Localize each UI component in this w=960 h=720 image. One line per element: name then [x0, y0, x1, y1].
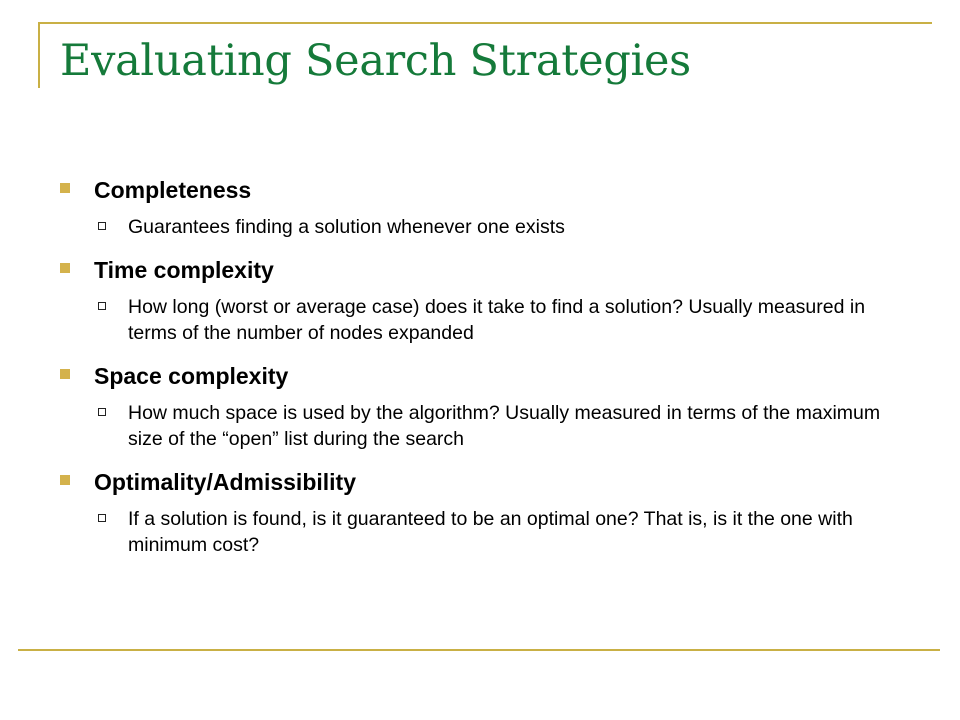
- bullet-heading: Time complexity: [94, 257, 274, 283]
- bullet-heading-row: [58, 170, 918, 210]
- bullet-list: [58, 170, 918, 568]
- sub-bullet-row: [58, 214, 918, 240]
- square-bullet-icon: [60, 183, 70, 193]
- list-item: [58, 462, 918, 558]
- square-bullet-icon: [60, 263, 70, 273]
- list-item: [58, 356, 918, 452]
- bullet-heading: Space complexity: [94, 363, 289, 389]
- hollow-square-bullet-icon: [98, 222, 106, 230]
- sub-bullet-row: [58, 506, 918, 558]
- bullet-heading-row: [58, 462, 918, 502]
- sub-bullet-text: If a solution is found, is it guaranteed to be an optimal one? That is, is it the one with minimum cost?: [128, 508, 853, 556]
- bullet-heading-row: [58, 356, 918, 396]
- hollow-square-bullet-icon: [98, 514, 106, 522]
- bullet-heading: Completeness: [94, 177, 252, 203]
- left-divider: [38, 22, 40, 88]
- sub-bullet-text: Guarantees finding a solution whenever one exists: [128, 216, 565, 238]
- bottom-divider: [18, 649, 940, 651]
- bullet-heading: Optimality/Admissibility: [94, 469, 356, 495]
- hollow-square-bullet-icon: [98, 302, 106, 310]
- sub-bullet-row: [58, 294, 918, 346]
- sub-bullet-text: How much space is used by the algorithm? Usually measured in terms of the maximum size of the “open” list during the search: [128, 402, 881, 450]
- slide-title: Evaluating Search Strategies: [60, 36, 691, 86]
- bullet-heading-row: [58, 250, 918, 290]
- sub-bullet-row: [58, 400, 918, 452]
- top-divider: [40, 22, 932, 24]
- square-bullet-icon: [60, 369, 70, 379]
- list-item: [58, 170, 918, 240]
- list-item: [58, 250, 918, 346]
- square-bullet-icon: [60, 475, 70, 485]
- sub-bullet-text: How long (worst or average case) does it take to find a solution? Usually measured in terms of the number of nodes expanded: [128, 296, 866, 344]
- hollow-square-bullet-icon: [98, 408, 106, 416]
